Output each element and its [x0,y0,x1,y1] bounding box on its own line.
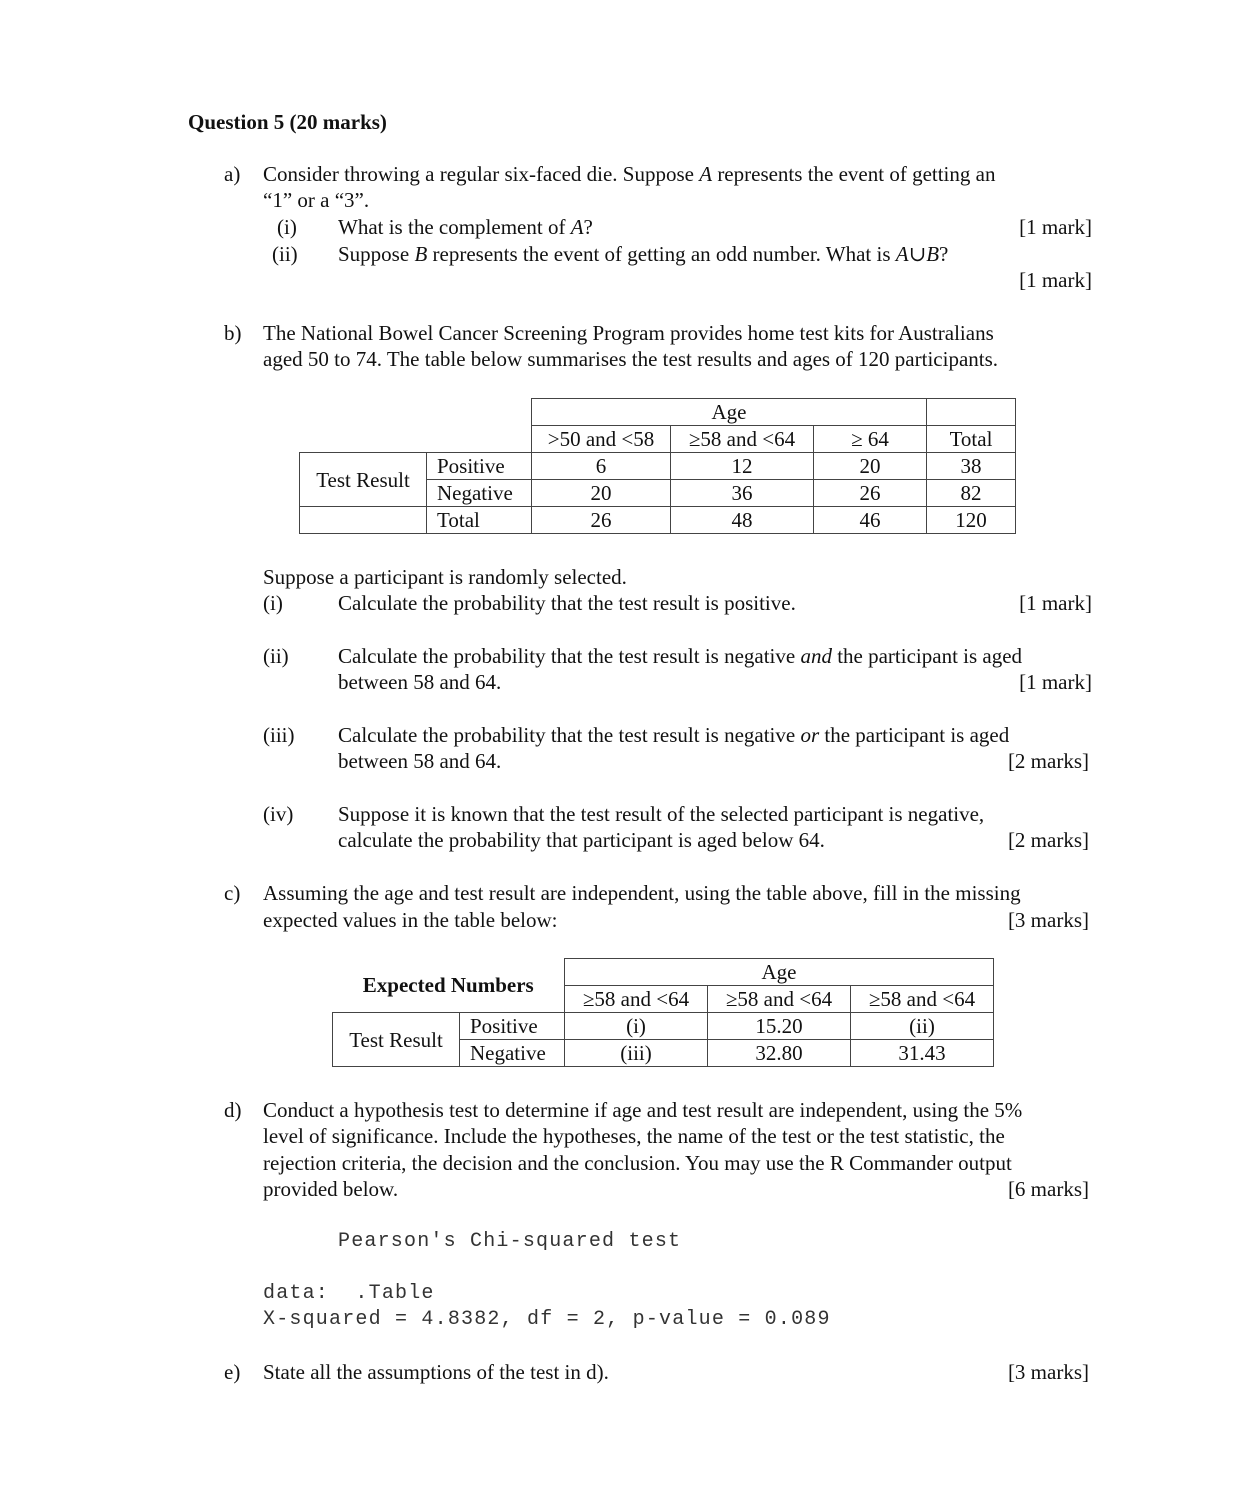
part-b-ii-number: (ii) [263,644,289,668]
expected-table-row-label: Negative [460,1040,565,1067]
part-d-line4: provided below. [263,1177,399,1201]
expected-table [332,958,994,1067]
part-c-line2: expected values in the table below: [263,908,558,932]
table-cell: 36 [671,480,814,507]
part-b-intro: Suppose a participant is randomly selected. [263,565,627,589]
part-e-text: State all the assumptions of the test in d). [263,1360,609,1384]
table-cell: 26 [532,507,671,534]
part-b-iii-line1: Calculate the probability that the test result is negative or the participant is aged [338,723,1010,747]
table-cell: 20 [814,453,927,480]
part-d-label: d) [224,1098,242,1122]
part-b-i-number: (i) [263,591,283,615]
results-table-row-label: Negative [427,480,532,507]
part-b-line2: aged 50 to 74. The table below summarises the test results and ages of 120 participants. [263,347,999,371]
table-cell: 31.43 [851,1040,994,1067]
results-table-row-label: Total [427,507,532,534]
part-e-mark: [3 marks] [1007,1360,1089,1384]
question-title: Question 5 (20 marks) [188,110,387,134]
results-table-empty-cell [927,399,1016,426]
part-e-label: e) [224,1360,241,1384]
table-cell: 48 [671,507,814,534]
expected-table-group-label: Test Result [333,1013,460,1067]
expected-table-column-header: ≥58 and <64 [565,986,708,1013]
expected-table-age-header: Age [565,959,994,986]
part-b-iii-number: (iii) [263,723,295,747]
part-b-iv-line1: Suppose it is known that the test result of the selected participant is negative, [338,802,985,826]
results-table-column-header: ≥ 64 [814,426,927,453]
table-cell: 6 [532,453,671,480]
table-cell [300,507,427,534]
table-row [300,507,1016,534]
part-a-i-number: (i) [277,215,297,239]
r-output-data: data: .Table [263,1282,435,1305]
expected-table-column-header: ≥58 and <64 [851,986,994,1013]
part-a-line1: Consider throwing a regular six-faced die. Suppose A represents the event of getting an [263,162,996,186]
results-table [299,398,1016,534]
part-d-mark: [6 marks] [1007,1177,1089,1201]
results-table-row-label: Positive [427,453,532,480]
part-c-mark: [3 marks] [1007,908,1089,932]
table-cell: 82 [927,480,1016,507]
part-b-i-text: Calculate the probability that the test result is positive. [338,591,796,615]
table-cell: 120 [927,507,1016,534]
table-row [333,1013,994,1040]
part-d-line3: rejection criteria, the decision and the conclusion. You may use the R Commander output [263,1151,1012,1175]
part-b-iv-number: (iv) [263,802,294,826]
part-b-iii-mark: [2 marks] [1007,749,1089,773]
part-a-ii-number: (ii) [272,242,298,266]
table-cell: 32.80 [708,1040,851,1067]
table-cell: (iii) [565,1040,708,1067]
part-b-ii-line2: between 58 and 64. [338,670,502,694]
part-c-label: c) [224,881,241,905]
r-output-title: Pearson's Chi-squared test [338,1230,682,1253]
table-cell: (i) [565,1013,708,1040]
part-a-i-mark: [1 mark] [1019,215,1092,239]
results-table-group-label: Test Result [300,453,427,507]
table-cell: 12 [671,453,814,480]
table-row [300,453,1016,480]
results-table-column-header: >50 and <58 [532,426,671,453]
results-table-column-header: Total [927,426,1016,453]
part-a-ii-mark: [1 mark] [1019,268,1092,292]
part-a-i-text: What is the complement of A? [338,215,593,239]
part-b-label: b) [224,321,242,345]
part-a-ii-text: Suppose B represents the event of getting an odd number. What is A∪B? [338,242,949,266]
part-b-iv-line2: calculate the probability that participant is aged below 64. [338,828,825,852]
part-c-line1: Assuming the age and test result are independent, using the table above, fill in the missing [263,881,1021,905]
part-d-line1: Conduct a hypothesis test to determine if age and test result are independent, using the 5% [263,1098,1023,1122]
part-b-iii-line2: between 58 and 64. [338,749,502,773]
part-a-line2: “1” or a “3”. [263,188,370,212]
expected-table-title: Expected Numbers [362,973,534,998]
table-cell: 15.20 [708,1013,851,1040]
results-table-age-header: Age [532,399,927,426]
results-table-column-header: ≥58 and <64 [671,426,814,453]
expected-table-column-header: ≥58 and <64 [708,986,851,1013]
part-a-label: a) [224,162,241,186]
table-cell: 38 [927,453,1016,480]
table-cell: 26 [814,480,927,507]
part-b-line1: The National Bowel Cancer Screening Program provides home test kits for Australians [263,321,994,345]
part-b-ii-line1: Calculate the probability that the test result is negative and the participant is aged [338,644,1023,668]
table-cell: (ii) [851,1013,994,1040]
expected-table-row-label: Positive [460,1013,565,1040]
part-b-ii-mark: [1 mark] [1019,670,1092,694]
table-cell: 20 [532,480,671,507]
table-cell: 46 [814,507,927,534]
part-b-iv-mark: [2 marks] [1007,828,1089,852]
part-b-i-mark: [1 mark] [1019,591,1092,615]
r-output-result: X-squared = 4.8382, df = 2, p-value = 0.089 [263,1308,831,1331]
part-d-line2: level of significance. Include the hypotheses, the name of the test or the test statistic, the [263,1124,1005,1148]
